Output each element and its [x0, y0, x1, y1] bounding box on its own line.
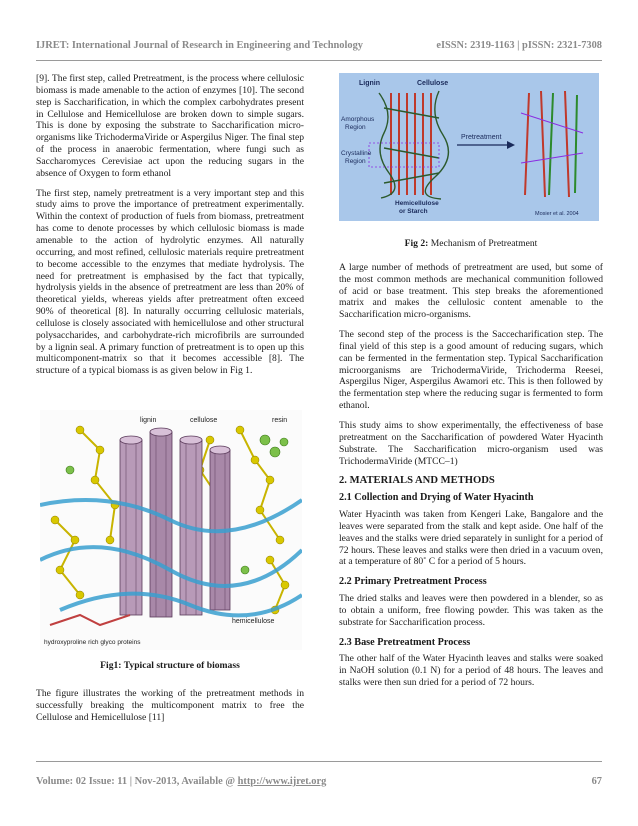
left-paragraph-1: [9]. The first step, called Pretreatment, is the process where cellulosic biomass is made amenable to the action of enzymes [10]. The second step is Saccharification, in which the complex carbohydrates present in Cellulose and Hemicellulose are broken down to simple sugars. This is done by exposing the substrate to Saccharification micro-organisms like TrichodermaViride or Aspergilus Niger. The final step of the process in anaerobic fermentation, where fungi such as Saccharomyces Cerevisiae act upon the reducing sugars in the absence of Oxygen to form ethanol	[36, 73, 304, 179]
page-number: 67	[591, 776, 602, 787]
issn: eISSN: 2319-1163 | pISSN: 2321-7308	[436, 40, 602, 51]
left-paragraph-3: The figure illustrates the working of the pretreatment methods in successfully breaking the multicomponent matrix to free the Cellulose and Hemicellulose [11]	[36, 687, 304, 723]
subsection-heading-2-1: 2.1 Collection and Drying of Water Hyacinth	[339, 492, 534, 504]
footer-volume: Volume: 02 Issue: 11 | Nov-2013, Available @	[36, 776, 238, 787]
fig1-label-cellulose: cellulose	[190, 417, 218, 424]
figure-1-biomass-structure	[40, 410, 302, 650]
fig1-label-resin: resin	[272, 417, 288, 424]
fig2-label-pretreatment: Pretreatment	[461, 134, 502, 141]
figure-1-caption-text: Fig1: Typical structure of biomass	[100, 660, 240, 671]
figure-2-caption	[339, 238, 603, 250]
figure-2-caption-text: Mechanism of Pretreatment	[428, 238, 538, 249]
header-rule	[36, 60, 602, 61]
fig2-label-region: Region	[345, 124, 366, 131]
fig2-credit: Mosier et al. 2004	[535, 211, 579, 217]
right-paragraph-5: The dried stalks and leaves were then powdered in a blender, so as to obtain a uniform, free flowing powder. This was taken as the substrate for Saccharification process.	[339, 593, 603, 628]
fig2-label-hemicellulose: Hemicellulose	[395, 200, 439, 207]
footer-link[interactable]: http://www.ijret.org	[237, 776, 327, 787]
right-paragraph-1: A large number of methods of pretreatment are used, but some of the most common methods are mechanical communition followed of acid or base treatment. This step breaks the aforementioned matrix and makes the cellulosic content amenable to the Saccharification micro-organisms.	[339, 261, 603, 321]
fig2-label-starch: or Starch	[399, 208, 428, 215]
section-heading-materials: 2. MATERIALS AND METHODS	[339, 475, 495, 487]
right-paragraph-6: The other half of the Water Hyacinth leaves and stalks were soaked in NaOH solution (0.1 N) for a period of 48 hours. The leaves and stalks were then sun dried for a period of 72 hours.	[339, 653, 603, 689]
fig1-label-hemicellulose: hemicellulose	[232, 618, 275, 625]
figure-1-caption	[36, 660, 304, 672]
fig2-label-amorphous: Amorphous	[341, 116, 375, 123]
fig2-label-region-2: Region	[345, 158, 366, 165]
fig2-label-crystalline: Crystalline	[341, 150, 372, 157]
left-column-lower	[36, 660, 304, 731]
left-paragraph-2: The first step, namely pretreatment is a very important step and this study aims to prove the importance of pretreatment experimentally. Within the context of production of fuels from biomass, pretreatment has come to denote processes by which cellulosic biomass is made amenable to the action of hydrolytic enzymes. All naturally occurring, and most refined, cellulosic materials require pretreatment to become accessible to the enzymes that mediate hydrolysis. The need for pretreatment is emphasised by the fact that typically, hydrolysis yields in the absence of pretreatment are less than 20% of theoretical yields, whereas yields after pretreatment often exceed 90% of theoretical [8]. In naturally occurring cellulosic materials, cellulose is closely associated with hemicellulose and other structural polysaccharides, and carbohydrate-rich microfibrils are surrounded by a lignin seal. A primary function of pretreatment is to open up this multicomponent-matrix so that it becomes accessible [8]. The structure of a typical biomass is as given below in Fig 1.	[36, 187, 304, 377]
fig1-label-lignin: lignin	[140, 417, 157, 424]
figure-2-pretreatment-mechanism	[339, 73, 599, 221]
left-column	[36, 73, 304, 385]
running-footer	[36, 776, 602, 787]
footer-rule	[36, 761, 602, 762]
subsection-heading-2-2: 2.2 Primary Pretreatment Process	[339, 576, 487, 588]
right-paragraph-4: Water Hyacinth was taken from Kengeri Lake, Bangalore and the leaves were separated from the stalk and kept aside. One half of the leaves and the stalks were dried separately in sunlight for a period of 72 hours. These leaves and stalks were then dried in a vacuum oven, at a temperature of 80˚ C for a period of 5 hours.	[339, 509, 603, 568]
journal-name: IJRET: International Journal of Research in Engineering and Technology	[36, 40, 363, 51]
figure-2-caption-label: Fig 2:	[404, 238, 429, 249]
fig2-label-lignin: Lignin	[359, 80, 380, 87]
right-column	[339, 238, 603, 697]
right-paragraph-3: This study aims to show experimentally, the effectiveness of base pretreatment on the Saccharification of powdered Water Hyacinth Substrate. The Saccharification micro-organism used was TrichodermaViride (MTCC–1)	[339, 419, 603, 467]
subsection-heading-2-3: 2.3 Base Pretreatment Process	[339, 636, 471, 648]
fig1-label-hydroxyproline: hydroxyproline rich glyco proteins	[44, 639, 141, 646]
fig2-label-cellulose: Cellulose	[417, 80, 449, 87]
right-paragraph-2: The second step of the process is the Saccecharification step. The final yield of this step is a good amount of reducing sugars, which can be fermented in the fermentation step. Typical Saccharification microorganisms are TrichodermaViride, Trichoderma Reesei, Aspergilus Niger, Aspergilus Awamori etc. This is then followed by the fermentation step where the reducing sugar is fermented to form ethanol.	[339, 329, 603, 412]
